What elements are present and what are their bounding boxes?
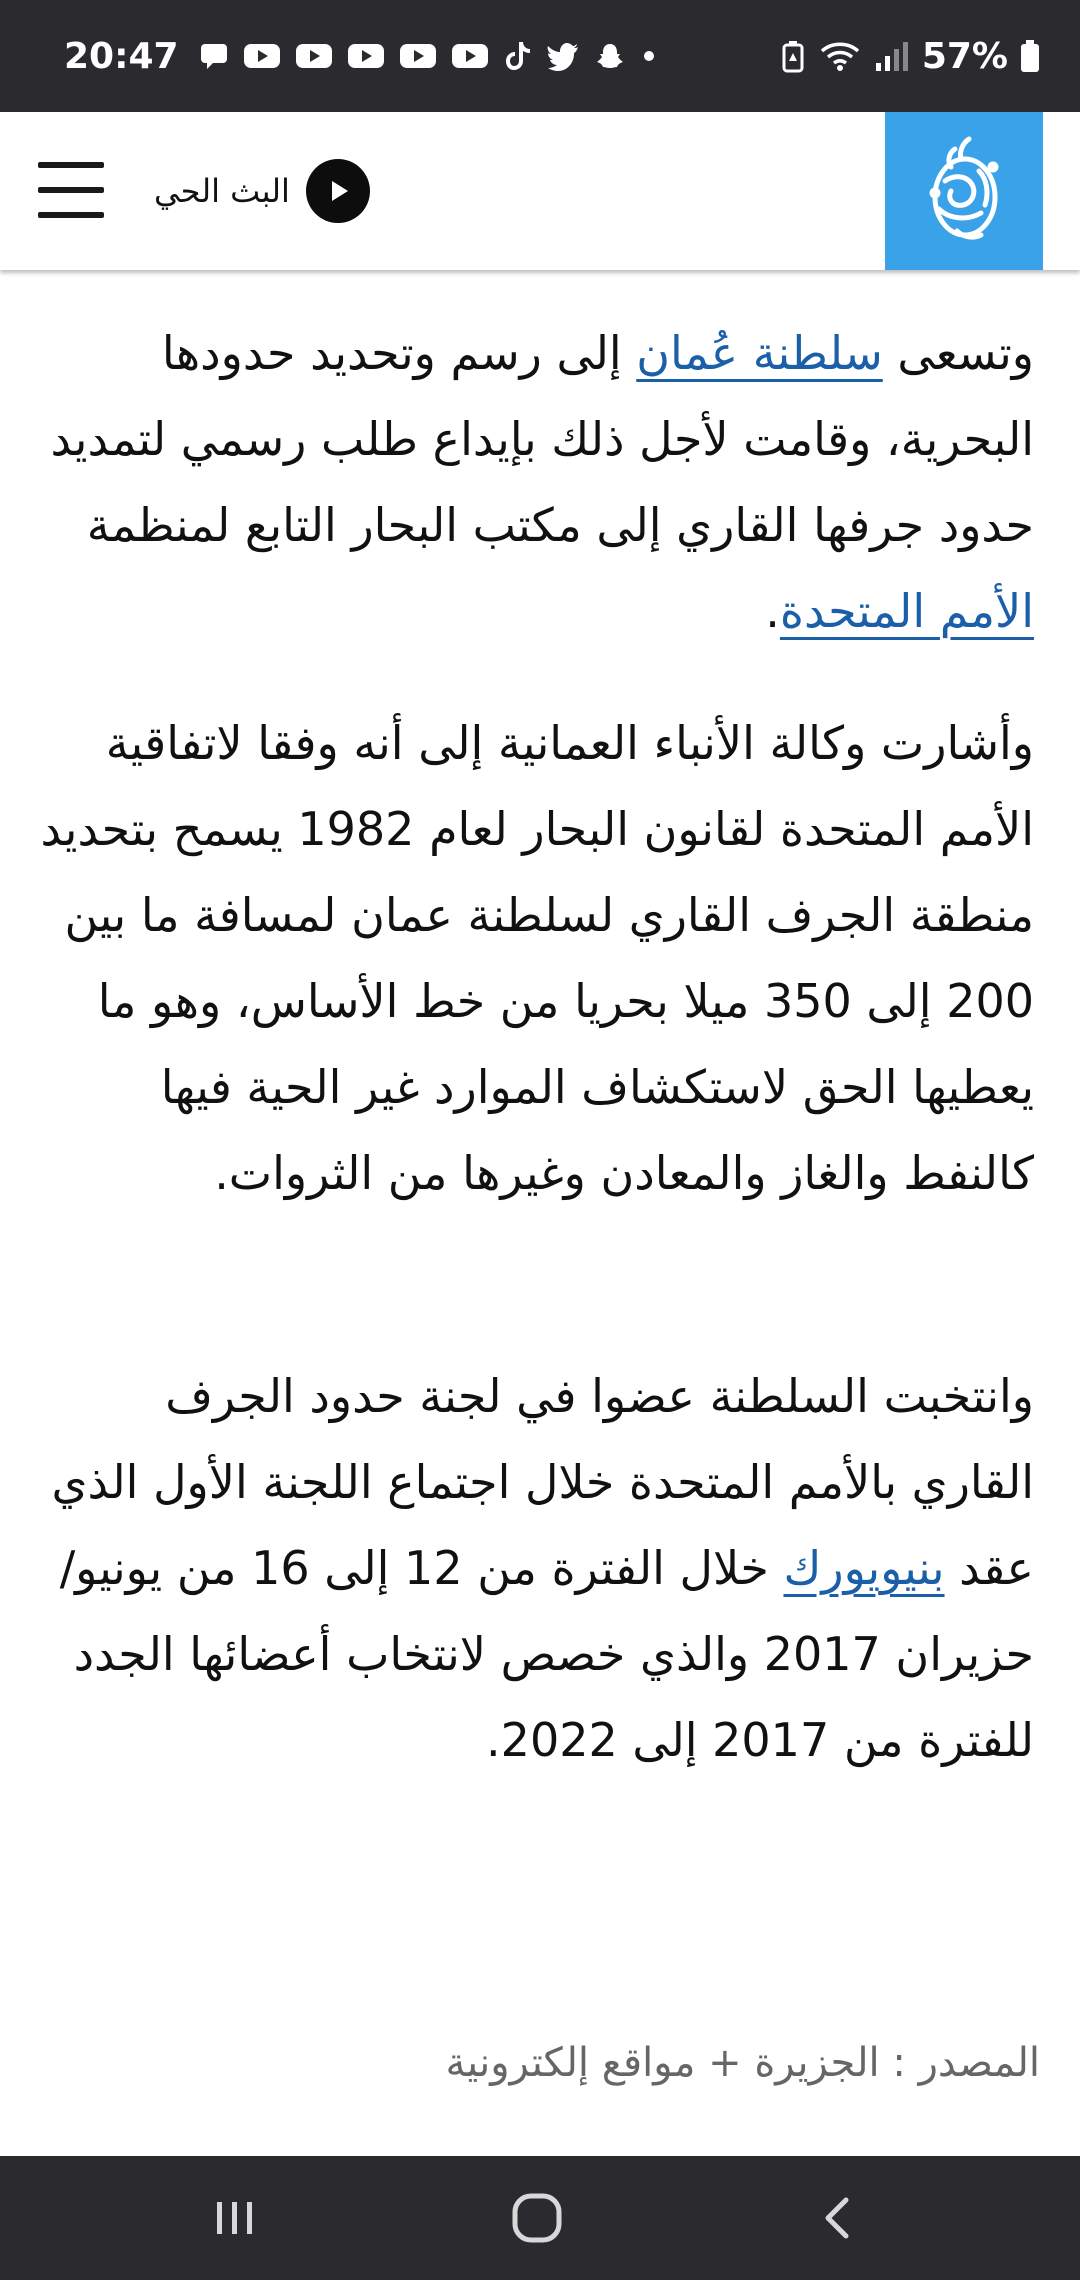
battery-percent: 57% [921,35,1008,77]
status-left [64,36,659,77]
paragraph-text: . [765,584,780,638]
youtube-icon [347,41,385,71]
status-bar [0,0,1080,112]
article-source: المصدر : الجزيرة + مواقع إلكترونية [445,2040,1040,2086]
home-icon [509,2190,565,2246]
hamburger-line [38,187,104,193]
message-icon [199,41,229,71]
status-time: 20:47 [64,35,179,77]
hamburger-menu-button[interactable] [38,162,104,218]
live-stream-label: البث الحي [154,172,290,210]
paragraph-text: إلى رسم وتحديد حدودها البحرية، وقامت لأجل ذلك بإيداع طلب رسمي لتمديد حدود جرفها القاري إلى مكتب البحار التابع لمنظمة [50,326,1034,552]
back-button[interactable] [808,2190,868,2246]
youtube-icon [451,41,489,71]
twitter-icon [547,41,581,71]
data-saver-icon [780,39,806,73]
hamburger-line [38,212,104,218]
site-header [0,112,1080,270]
snapchat-icon [595,41,625,71]
live-stream-button[interactable] [154,158,370,224]
paragraph-text: وتسعى [882,326,1034,380]
recents-icon [211,2194,259,2242]
back-icon [814,2194,862,2242]
article-paragraph-1 [34,310,1034,654]
article-body[interactable] [0,270,1080,2156]
tiktok-icon [503,40,533,72]
dot-icon [639,46,659,66]
oman-link[interactable]: سلطنة عُمان [636,326,883,380]
battery-icon [1020,39,1040,73]
system-navigation-bar [0,2156,1080,2280]
paragraph-text: وانتخبت السلطنة عضوا في لجنة حدود الجرف القاري بالأمم المتحدة خلال اجتماع اللجنة الأول الذي عقد [51,1369,1034,1595]
recents-button[interactable] [205,2190,265,2246]
wifi-icon [818,39,862,73]
article-paragraph-3 [34,1353,1034,1783]
youtube-icon [243,41,281,71]
status-right [780,36,1040,77]
aljazeera-logo[interactable] [885,112,1043,270]
united-nations-link[interactable]: الأمم المتحدة [779,584,1034,638]
home-button[interactable] [507,2190,567,2246]
aljazeera-logo-mark [909,131,1019,251]
youtube-icon [399,41,437,71]
youtube-icon [295,41,333,71]
article-paragraph-2: وأشارت وكالة الأنباء العمانية إلى أنه وفقا لاتفاقية الأمم المتحدة لقانون البحار لعام 1982 يسمح بتحديد منطقة الجرف القاري لسلطنة عمان لمسافة ما بين 200 إلى 350 ميلا بحريا من خط الأساس، وهو ما يعطيها الحق لاستكشاف الموارد غير الحية فيها كالنفط والغاز والمعادن وغيرها من الثروات. [40,716,1034,1200]
new-york-link[interactable]: بنيويورك [783,1541,945,1595]
paragraph-text: خلال الفترة من 12 إلى 16 من يونيو/حزيران 2017 والذي خصص لانتخاب أعضائها الجدد للفترة من 2017 إلى 2022. [59,1541,1034,1767]
hamburger-line [38,162,104,168]
signal-icon [874,39,910,73]
play-icon [306,159,370,223]
